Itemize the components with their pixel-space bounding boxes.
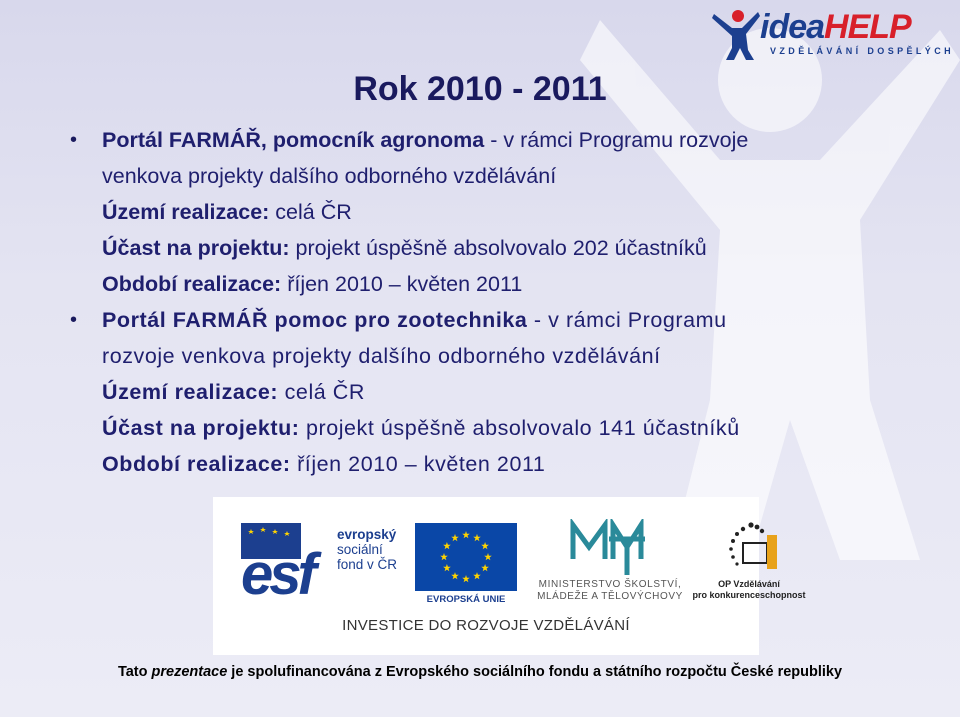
slide-title: Rok 2010 - 2011	[353, 70, 607, 108]
project-2	[72, 302, 932, 482]
project-1-participation: Účast na projektu: projekt úspěšně absolvovalo 202 účastníků	[102, 236, 707, 260]
project-1	[72, 122, 932, 302]
esf-label: evropský sociální fond v ČR	[337, 527, 398, 572]
eu-flag-icon	[415, 523, 517, 591]
footer-note: Tato prezentace je spolufinancována z Evropského sociálního fondu a státního rozpočtu České republiky	[117, 664, 843, 680]
logo-subtitle: VZDĚLÁVÁNÍ DOSPĚLÝCH	[770, 46, 955, 56]
project-2-heading-cont: rozvoje venkova projekty dalšího odborného vzdělávání	[102, 344, 661, 368]
project-1-heading-cont: venkova projekty dalšího odborného vzdělávání	[102, 164, 557, 188]
op-vzdelavani-logo-icon	[723, 521, 779, 575]
project-1-period: Období realizace: říjen 2010 – květen 2011	[102, 272, 523, 296]
msmt-logo-icon	[569, 519, 649, 579]
invest-slogan: INVESTICE DO ROZVOJE VZDĚLÁVÁNÍ	[342, 617, 630, 634]
bullet-icon: •	[70, 309, 78, 331]
project-2-heading: Portál FARMÁŘ pomoc pro zootechnika - v rámci Programu	[102, 308, 727, 332]
esf-logo-letters: esf	[241, 542, 313, 607]
eu-label: EVROPSKÁ UNIE	[426, 594, 506, 605]
logo-text: ideaHELP	[760, 8, 911, 46]
project-2-period: Období realizace: říjen 2010 – květen 2011	[102, 452, 546, 476]
ideahelp-logo	[708, 6, 955, 62]
slide-content	[72, 122, 932, 482]
person-logo-icon	[708, 6, 764, 62]
partner-logos-panel	[213, 497, 806, 655]
project-2-participation: Účast na projektu: projekt úspěšně absolvovalo 141 účastníků	[102, 416, 740, 440]
msmt-label: MINISTERSTVO ŠKOLSTVÍ, MLÁDEŽE A TĚLOVÝCHOVY	[537, 579, 683, 602]
project-2-area: Území realizace: celá ČR	[102, 380, 365, 404]
project-1-area: Území realizace: celá ČR	[102, 200, 352, 224]
project-1-heading: Portál FARMÁŘ, pomocník agronoma - v rámci Programu rozvoje	[102, 128, 749, 152]
bullet-icon: •	[70, 129, 78, 151]
op-label: OP Vzdělávání pro konkurenceschopnost	[692, 579, 806, 600]
